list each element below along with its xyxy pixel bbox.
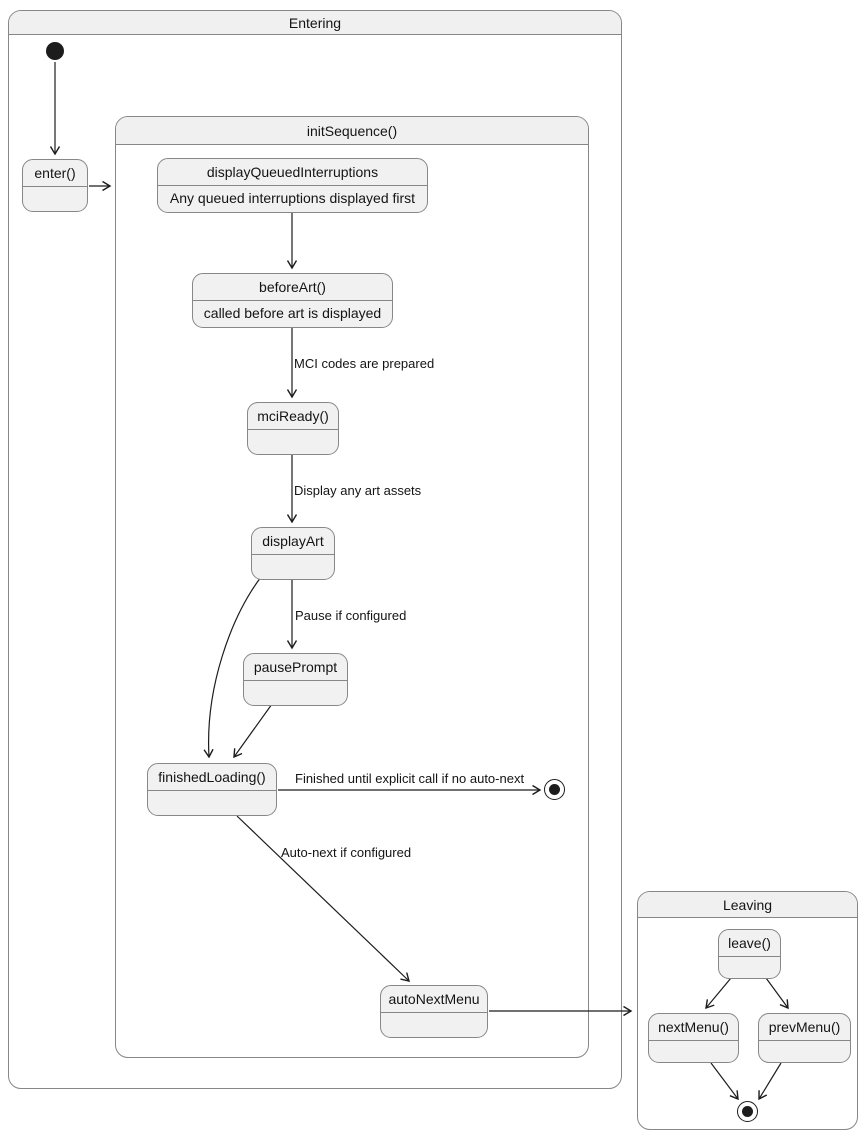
state-mci-ready-body — [248, 430, 338, 454]
state-pause-prompt-title: pausePrompt — [244, 654, 347, 681]
container-leaving-title: Leaving — [638, 892, 857, 918]
state-next-menu-body — [649, 1041, 738, 1062]
container-entering-title: Entering — [9, 11, 621, 35]
state-finished-loading-title: finishedLoading() — [148, 764, 276, 791]
transition-label-auto-next: Auto-next if configured — [281, 845, 412, 860]
state-prev-menu-body — [759, 1041, 850, 1062]
state-next-menu — [648, 1013, 739, 1063]
state-leave-title: leave() — [719, 930, 780, 957]
state-mci-ready — [247, 402, 339, 455]
state-display-queued-interruptions-title: displayQueuedInterruptions — [158, 159, 427, 186]
state-mci-ready-title: mciReady() — [248, 403, 338, 430]
state-prev-menu — [758, 1013, 851, 1063]
container-init-sequence-title: initSequence() — [116, 117, 588, 145]
state-display-queued-interruptions-body: Any queued interruptions displayed first — [169, 190, 416, 206]
transition-label-pause: Pause if configured — [295, 608, 407, 623]
final-state-entering — [544, 779, 565, 800]
state-leave — [718, 929, 781, 979]
state-auto-next-menu — [380, 985, 488, 1038]
state-enter — [22, 159, 88, 212]
state-before-art — [192, 273, 393, 328]
state-display-queued-interruptions — [157, 158, 428, 213]
state-auto-next-menu-title: autoNextMenu — [381, 986, 487, 1013]
state-enter-body — [23, 187, 87, 211]
state-before-art-title: beforeArt() — [193, 274, 392, 301]
initial-state-dot — [46, 42, 64, 60]
state-prev-menu-title: prevMenu() — [759, 1014, 850, 1041]
container-leaving — [637, 891, 858, 1130]
transition-label-display-assets: Display any art assets — [294, 483, 422, 498]
state-finished-loading — [147, 763, 277, 816]
state-finished-loading-body — [148, 791, 276, 815]
state-leave-body — [719, 957, 780, 978]
state-display-art-title: displayArt — [252, 528, 334, 555]
transition-label-mci-codes: MCI codes are prepared — [294, 356, 435, 371]
state-display-art-body — [252, 555, 334, 579]
state-before-art-body: called before art is displayed — [203, 305, 382, 321]
transition-label-finished: Finished until explicit call if no auto-next — [295, 771, 525, 786]
state-pause-prompt-body — [244, 681, 347, 705]
state-auto-next-menu-body — [381, 1013, 487, 1037]
state-enter-title: enter() — [23, 160, 87, 187]
state-next-menu-title: nextMenu() — [649, 1014, 738, 1041]
final-state-leaving — [737, 1101, 758, 1122]
container-init-sequence — [115, 116, 589, 1058]
state-display-art — [251, 527, 335, 580]
state-pause-prompt — [243, 653, 348, 706]
